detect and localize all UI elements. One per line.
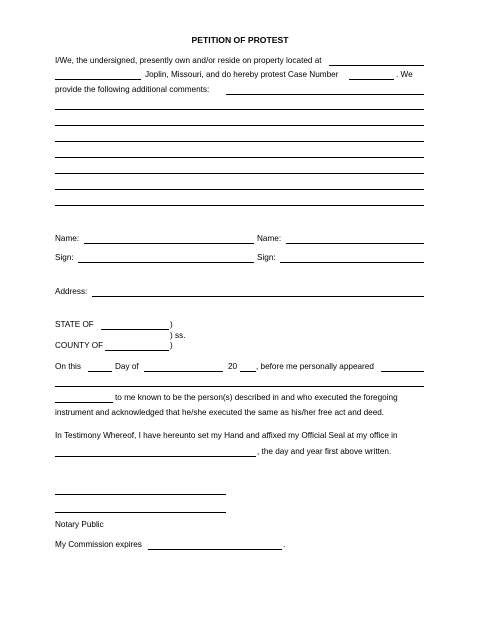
- sign-label-2: Sign:: [257, 253, 276, 262]
- intro-line-2-end: . We: [396, 70, 413, 79]
- comment-line[interactable]: [55, 125, 424, 126]
- comment-line[interactable]: [55, 157, 424, 158]
- comment-line[interactable]: [55, 173, 424, 174]
- year-field[interactable]: [240, 362, 256, 372]
- office-location-field[interactable]: [55, 447, 256, 457]
- intro-line-2: Joplin, Missouri, and do hereby protest Case Number: [145, 70, 339, 79]
- commission-expires-field[interactable]: [148, 540, 282, 550]
- commission-period: .: [283, 540, 286, 549]
- day-of-label: Day of: [115, 362, 139, 371]
- name-field-2[interactable]: [286, 234, 424, 244]
- name-label: Name:: [55, 234, 80, 243]
- county-paren: ): [170, 341, 173, 350]
- address-field[interactable]: [92, 287, 424, 297]
- on-this-label: On this: [55, 362, 81, 371]
- notary-signature-line[interactable]: [55, 494, 226, 495]
- ss-label: ) ss.: [170, 331, 186, 340]
- county-field[interactable]: [105, 341, 169, 351]
- case-number-field[interactable]: [349, 70, 394, 80]
- known-person-field[interactable]: [55, 393, 113, 403]
- sign-label: Sign:: [55, 253, 74, 262]
- year-prefix: 20: [228, 362, 238, 371]
- day-year-text: , the day and year first above written.: [257, 447, 392, 456]
- state-field[interactable]: [101, 320, 169, 330]
- comment-line[interactable]: [55, 189, 424, 190]
- address-label: Address:: [55, 287, 88, 296]
- property-location-field-2[interactable]: [55, 70, 141, 80]
- sign-field-1[interactable]: [78, 253, 254, 263]
- commission-label: My Commission expires: [55, 540, 142, 549]
- property-location-field[interactable]: [329, 56, 424, 66]
- before-me-label: , before me personally appeared: [256, 362, 374, 371]
- name-field-1[interactable]: [84, 234, 254, 244]
- comment-line[interactable]: [55, 205, 424, 206]
- county-label: COUNTY OF: [55, 341, 104, 350]
- state-label: STATE OF: [55, 320, 94, 329]
- appeared-field[interactable]: [381, 362, 424, 372]
- appeared-line[interactable]: [55, 386, 424, 387]
- notary-public-label: Notary Public: [55, 520, 104, 529]
- intro-line-3: provide the following additional comments:: [55, 85, 210, 94]
- comments-field[interactable]: [226, 85, 424, 95]
- page-title: PETITION OF PROTEST: [191, 35, 289, 45]
- known-text: to me known to be the person(s) described in and who executed the foregoing: [115, 393, 398, 402]
- comment-line[interactable]: [55, 109, 424, 110]
- state-paren: ): [170, 320, 173, 329]
- month-field[interactable]: [144, 362, 223, 372]
- notary-name-line[interactable]: [55, 512, 226, 513]
- testimony-text: In Testimony Whereof, I have hereunto set my Hand and affixed my Official Seal at my office in: [55, 431, 398, 440]
- acknowledged-text: instrument and acknowledged that he/she executed the same as his/her free act and deed.: [55, 408, 385, 417]
- intro-line-1: I/We, the undersigned, presently own and/or reside on property located at: [55, 56, 322, 65]
- name-label-2: Name:: [257, 234, 282, 243]
- sign-field-2[interactable]: [280, 253, 424, 263]
- comment-line[interactable]: [55, 141, 424, 142]
- day-field[interactable]: [88, 362, 112, 372]
